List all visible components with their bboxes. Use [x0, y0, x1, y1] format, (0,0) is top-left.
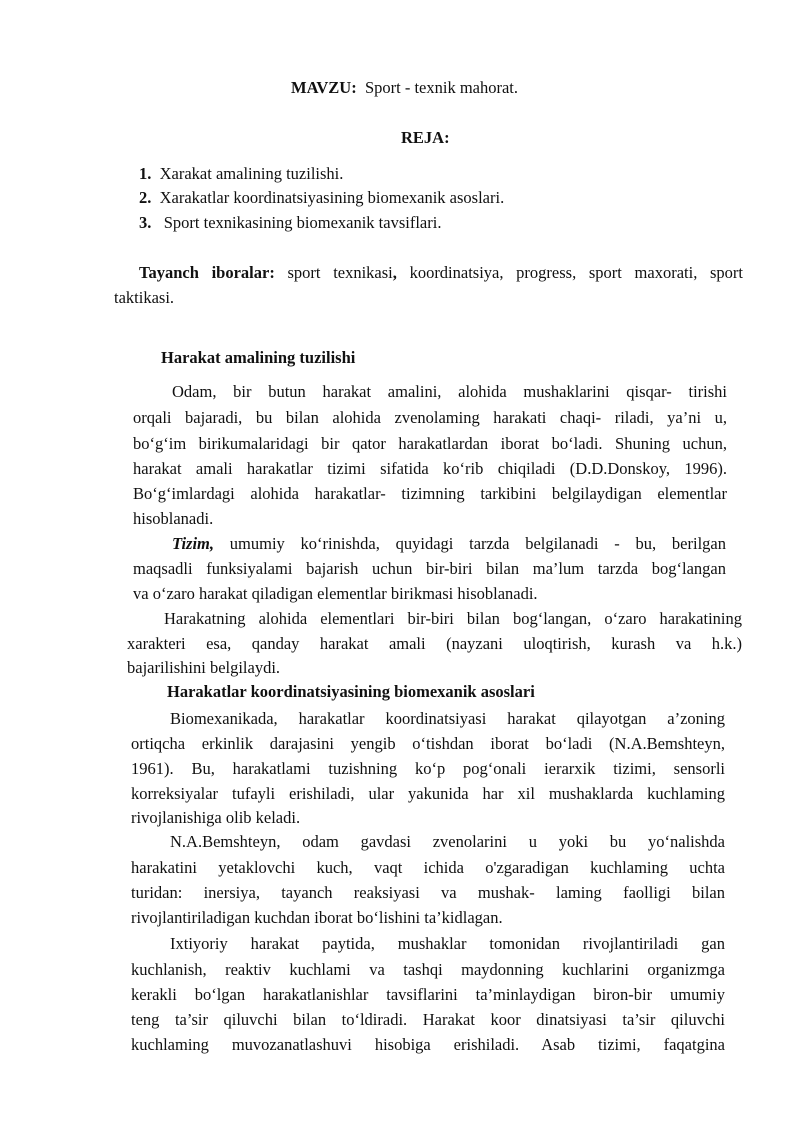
page-title — [291, 78, 518, 98]
paragraph-line: harakatini yetaklovchi kuch, vaqt ichida o'zgaradigan kuchlaming uchta — [131, 858, 725, 877]
title-text: Sport - texnik mahorat. — [364, 78, 519, 97]
paragraph-line: Bo‘g‘imlardagi alohida harakatlar- tizimning tarkibini belgilaydigan elementlar — [133, 484, 727, 503]
plan-item-text: Sport texnikasining biomexanik tavsiflari. — [163, 213, 442, 232]
paragraph-line: rivojlanishiga olib keladi. — [131, 808, 301, 827]
paragraph-line: rivojlantiriladigan kuchdan iborat bo‘lishini ta’kidlagan. — [131, 908, 503, 927]
keywords-text: sport texnikasi — [287, 263, 393, 282]
plan-item — [139, 188, 504, 208]
paragraph-line: bajarilishini belgilaydi. — [127, 658, 281, 677]
plan-item — [139, 164, 343, 184]
paragraph-line — [172, 534, 726, 554]
paragraph-line: 1961). Bu, harakatlami tuzishning ko‘p pog‘onali ierarxik tizimi, sensorli — [131, 759, 725, 778]
paragraph-line: kuchlanish, reaktiv kuchlami va tashqi maydonning kuchlarini organizmga — [131, 960, 725, 979]
paragraph-line: kerakli bo‘lgan harakatlanishlar tavsiflarini ta’minlaydigan biron-bir umumiy — [131, 985, 725, 1004]
paragraph-line: kuchlaming muvozanatlashuvi hisobiga erishiladi. Asab tizimi, faqatgina — [131, 1035, 725, 1054]
plan-item-text: Xarakat amalining tuzilishi. — [159, 164, 344, 183]
paragraph-line: Odam, bir butun harakat amalini, alohida mushaklarini qisqar- tirishi — [172, 382, 727, 401]
paragraph-line: maqsadli funksiyalami bajarish uchun bir-biri bilan ma’lum tarzda bog‘langan — [133, 559, 726, 578]
paragraph-line: bo‘g‘im birikumalaridagi bir qator harakatlardan iborat bo‘ladi. Shuning uchun, — [133, 434, 727, 453]
title-label: MAVZU: — [291, 78, 357, 97]
paragraph-line: orqali bajaradi, bu bilan alohida zvenolaming harakati chaqi- riladi, ya’ni u, — [133, 408, 727, 427]
keywords-line — [139, 263, 743, 283]
paragraph-line: turidan: inersiya, tayanch reaksiyasi va mushak- laming faolligi bilan — [131, 883, 725, 902]
section-heading: Harakat amalining tuzilishi — [161, 348, 356, 367]
paragraph-line: korreksiyalar tufayli erishiladi, ular yakunida har xil mushaklarda kuchlaming — [131, 784, 725, 803]
plan-item-number: 2. — [139, 188, 152, 207]
paragraph-line: N.A.Bemshteyn, odam gavdasi zvenolarini u yoki bu yo‘nalishda — [170, 832, 725, 851]
plan-item — [139, 213, 441, 233]
paragraph-line: va o‘zaro harakat qiladigan elementlar birikmasi hisoblanadi. — [133, 584, 538, 603]
paragraph-line: ortiqcha erkinlik darajasini yengib o‘tishdan iborat bo‘ladi (N.A.Bemshteyn, — [131, 734, 725, 753]
plan-heading: REJA: — [401, 128, 450, 147]
paragraph-line: Biomexanikada, harakatlar koordinatsiyasi harakat qilayotgan a’zoning — [170, 709, 725, 728]
paragraph-line: Harakatning alohida elementlari bir-biri bilan bog‘langan, o‘zaro harakatining — [164, 609, 742, 628]
paragraph-line: xarakteri esa, qanday harakat amali (nayzani uloqtirish, kurash va h.k.) — [127, 634, 742, 653]
keywords-comma: , — [392, 263, 397, 282]
plan-item-text: Xarakatlar koordinatsiyasining biomexanik asoslari. — [159, 188, 505, 207]
plan-item-number: 3. — [139, 213, 152, 232]
paragraph-text: umumiy ko‘rinishda, quyidagi tarzda belgilanadi - bu, berilgan — [214, 534, 726, 553]
paragraph-line: Ixtiyoriy harakat paytida, mushaklar tomonidan rivojlantiriladi gan — [170, 934, 725, 953]
term-tizim: Tizim, — [172, 534, 215, 553]
section-heading: Harakatlar koordinatsiyasining biomexanik asoslari — [167, 682, 535, 701]
keywords-text: koordinatsiya, progress, sport maxorati, sport — [396, 263, 743, 282]
keywords-line: taktikasi. — [114, 288, 175, 307]
keywords-label: Tayanch iboralar: — [139, 263, 275, 282]
plan-item-number: 1. — [139, 164, 152, 183]
paragraph-line: hisoblanadi. — [133, 509, 214, 528]
paragraph-line: harakat amali harakatlar tizimi sifatida ko‘rib chiqiladi (D.D.Donskoy, 1996). — [133, 459, 727, 478]
paragraph-line: teng ta’sir qiluvchi bilan to‘ldiradi. Harakat koor dinatsiyasi ta’sir qiluvchi — [131, 1010, 725, 1029]
